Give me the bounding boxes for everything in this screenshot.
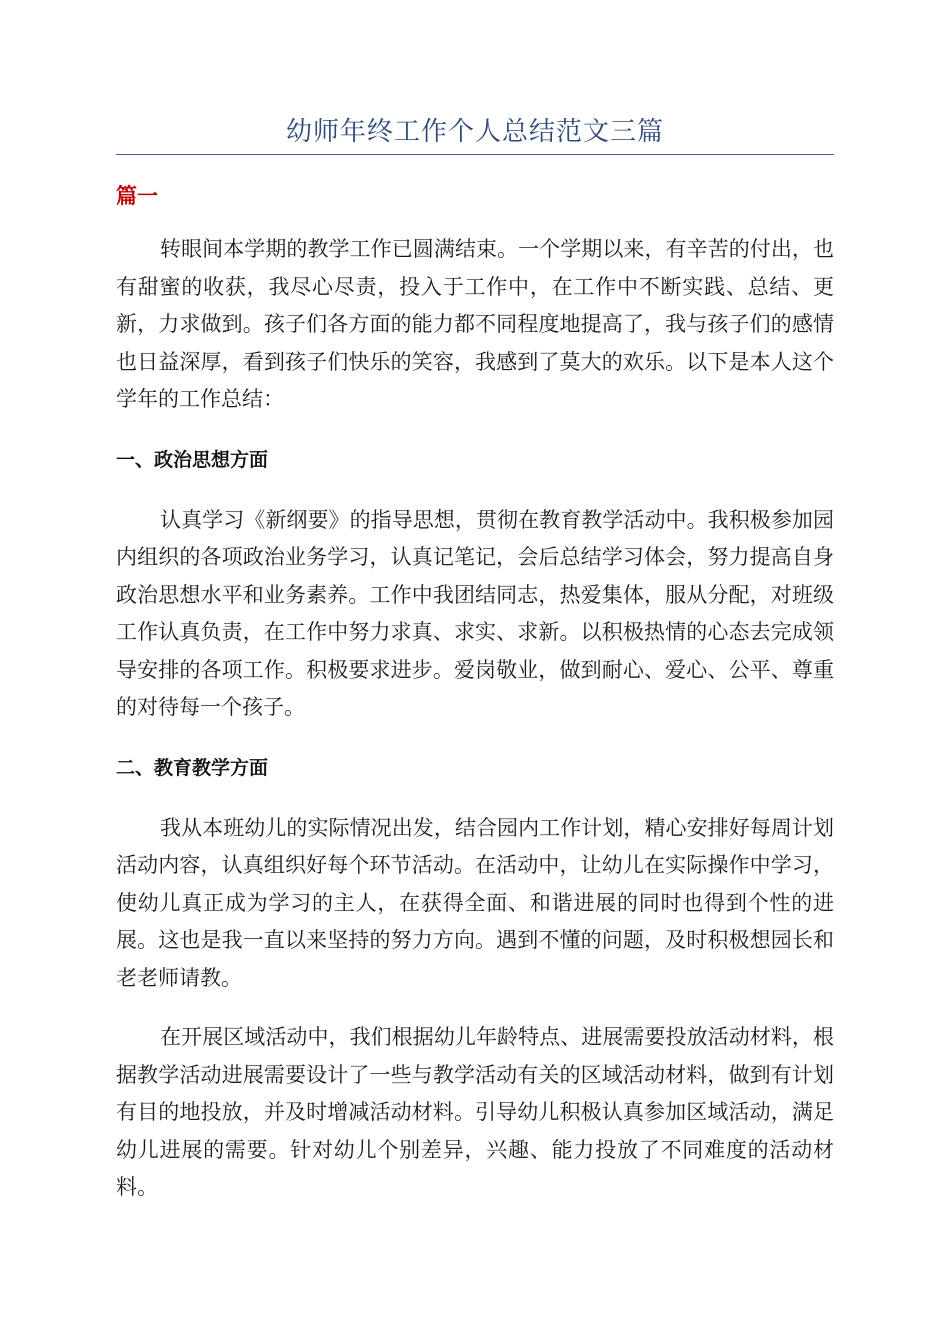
title-underline (116, 154, 834, 155)
paragraph-intro: 转眼间本学期的教学工作已圆满结束。一个学期以来，有辛苦的付出，也有甜蜜的收获，我尽心尽责，投入于工作中，在工作中不断实践、总结、更新，力求做到。孩子们各方面的能力都不同程度地提高了，我与孩子们的感情也日益深厚，看到孩子们快乐的笑容，我感到了莫大的欢乐。以下是本人这个学年的工作总结： (116, 237, 834, 411)
heading-education-teaching: 二、教育教学方面 (116, 756, 269, 779)
document-page (116, 0, 834, 1207)
paragraph-area-activities: 在开展区域活动中，我们根据幼儿年龄特点、进展需要投放活动材料，根据教学活动进展需要设计了一些与教学活动有关的区域活动材料，做到有计划有目的地投放，并及时增减活动材料。引导幼儿积极认真参加区域活动，满足幼儿进展的需要。针对幼儿个别差异，兴趣、能力投放了不同难度的活动材料。 (116, 1025, 834, 1199)
paragraph-education-teaching: 我从本班幼儿的实际情况出发，结合园内工作计划，精心安排好每周计划活动内容，认真组织好每个环节活动。在活动中，让幼儿在实际操作中学习，使幼儿真正成为学习的主人，在获得全面、和谐进展的同时也得到个性的进展。这也是我一直以来坚持的努力方向。遇到不懂的问题，及时积极想园长和老老师请教。 (116, 815, 834, 990)
document-title: 幼师年终工作个人总结范文三篇 (285, 117, 664, 147)
paragraph-political-thought: 认真学习《新纲要》的指导思想，贯彻在教育教学活动中。我积极参加园内组织的各项政治业务学习，认真记笔记，会后总结学习体会，努力提高自身政治思想水平和业务素养。工作中我团结同志，热爱集体，服从分配，对班级工作认真负责，在工作中努力求真、求实、求新。以积极热情的心态去完成领导安排的各项工作。积极要求进步。爱岗敬业，做到耐心、爱心、公平、尊重的对待每一个孩子。 (116, 507, 834, 719)
heading-political-thought: 一、政治思想方面 (116, 448, 269, 471)
section-label: 篇一 (116, 184, 158, 208)
